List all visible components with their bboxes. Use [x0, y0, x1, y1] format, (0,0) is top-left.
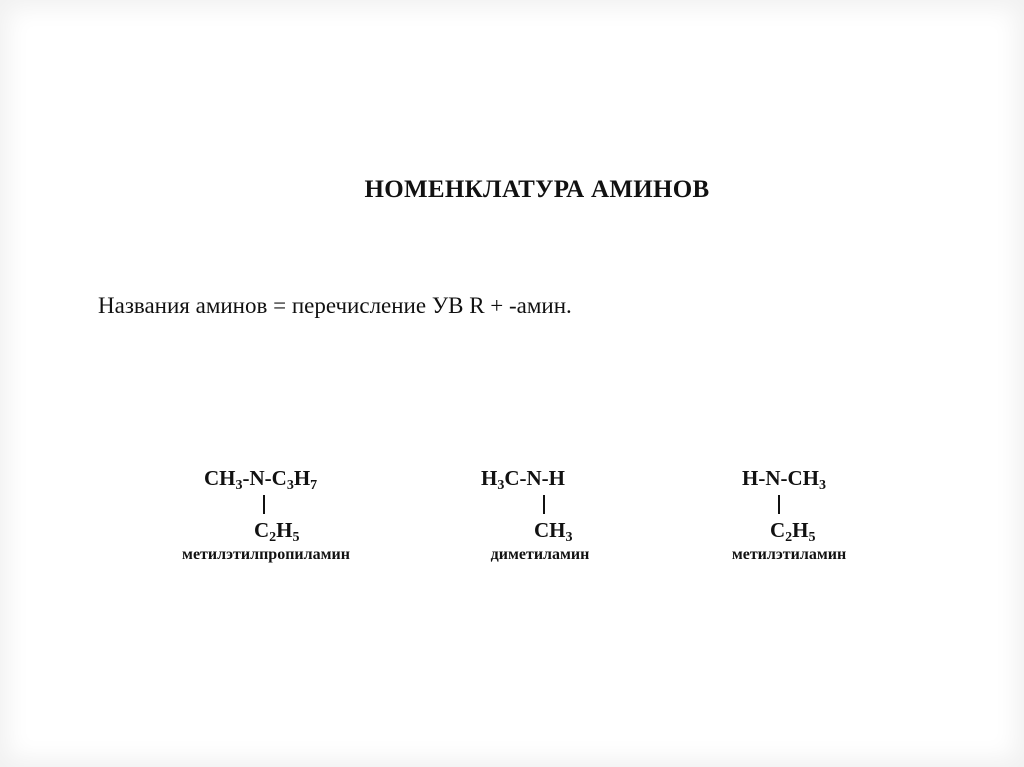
compound-1-main-chain: $CH_3-N-C_3H_7$: [204, 466, 318, 493]
compound-1-bond: [263, 495, 265, 514]
compound-3-main-chain: $H-N-CH_3$: [742, 466, 826, 493]
compound-2-name: диметиламин: [490, 546, 590, 563]
compound-3-name: метилэтиламин: [731, 546, 847, 563]
naming-rule: Названия аминов = перечисление УВ R + -амин.: [98, 293, 572, 318]
slide-title: НОМЕНКЛАТУРА АМИНОВ: [364, 176, 710, 203]
compound-2-bond: [543, 495, 545, 514]
compound-1-name: метилэтилпропиламин: [182, 546, 350, 563]
compound-1-substituent: $C_2H_5$: [254, 518, 300, 545]
compound-2-main-chain: $H_3C-N-H$: [481, 466, 565, 493]
compound-2-substituent: $CH_3$: [534, 518, 573, 545]
compound-3-substituent: $C_2H_5$: [770, 518, 816, 545]
compound-3-bond: [778, 495, 780, 514]
